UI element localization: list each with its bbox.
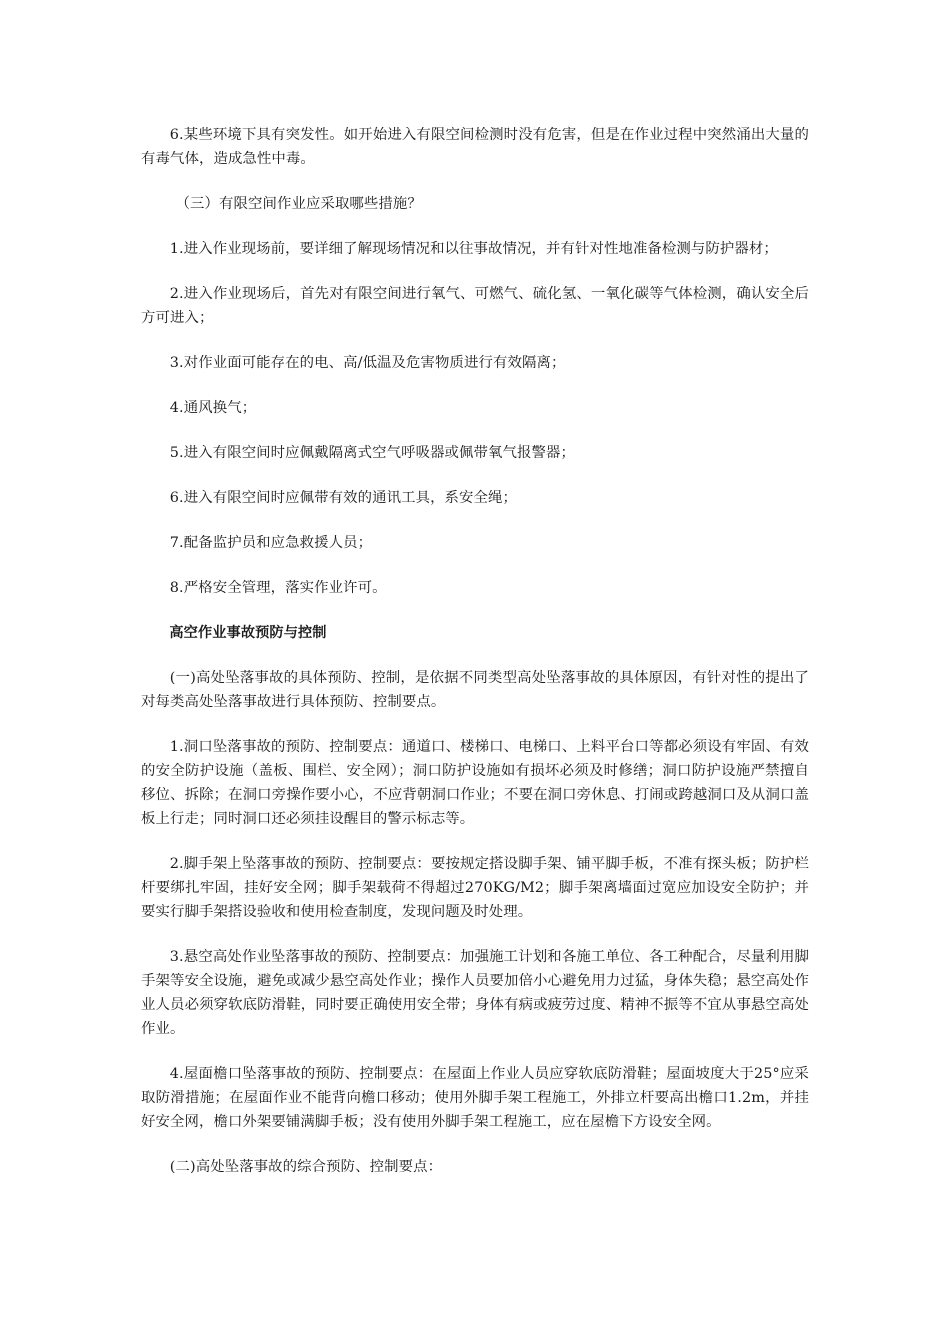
paragraph-measure-6: 6.进入有限空间时应佩带有效的通讯工具，系安全绳；	[169, 490, 518, 506]
section-heading-measures: （三）有限空间作业应采取哪些措施？	[175, 196, 422, 212]
paragraph-specific-prevention: (一)高处坠落事故的具体预防、控制，是依据不同类型高处坠落事故的具体原因，有针对性的提出了对每类高处坠落事故进行具体预防、控制要点。	[141, 670, 809, 710]
paragraph-measure-5: 5.进入有限空间时应佩戴隔离式空气呼吸器或佩带氧气报警器；	[169, 445, 575, 461]
paragraph-measure-1: 1.进入作业现场前，要详细了解现场情况和以往事故情况，并有针对性地准备检测与防护器材；	[169, 241, 778, 257]
paragraph-scaffold-fall: 2.脚手架上坠落事故的预防、控制要点：要按规定搭设脚手架、铺平脚手板，不准有探头板；防护栏杆要绑扎牢固，挂好安全网；脚手架载荷不得超过270KG/M2；脚手架离墙面过宽应加设安全防护；并要实行脚手架搭设验收和使用检查制度，发现问题及时处理。	[141, 856, 809, 920]
paragraph-opening-fall: 1.洞口坠落事故的预防、控制要点：通道口、楼梯口、电梯口、上料平台口等都必须设有牢固、有效的安全防护设施（盖板、围栏、安全网）；洞口防护设施如有损坏必须及时修缮；洞口防护设施严禁擅自移位、拆除；在洞口旁操作要小心，不应背朝洞口作业；不要在洞口旁休息、打闹或跨越洞口及从洞口盖板上行走；同时洞口还必须挂设醒目的警示标志等。	[141, 739, 809, 827]
paragraph-suspended-work-fall: 3.悬空高处作业坠落事故的预防、控制要点：加强施工计划和各施工单位、各工种配合，尽量利用脚手架等安全设施，避免或减少悬空高处作业；操作人员要加倍小心避免用力过猛，身体失稳；悬空高处作业人员必须穿软底防滑鞋，同时要正确使用安全带；身体有病或疲劳过度、精神不振等不宜从事悬空高处作业。	[141, 949, 809, 1037]
section-title-high-altitude: 高空作业事故预防与控制	[169, 625, 327, 641]
paragraph-measure-3: 3.对作业面可能存在的电、高/低温及危害物质进行有效隔离；	[169, 355, 566, 371]
paragraph-comprehensive-prevention: (二)高处坠落事故的综合预防、控制要点：	[169, 1159, 443, 1175]
paragraph-hazard-6: 6.某些环境下具有突发性。如开始进入有限空间检测时没有危害，但是在作业过程中突然涌出大量的有毒气体，造成急性中毒。	[141, 127, 809, 167]
paragraph-measure-2: 2.进入作业现场后，首先对有限空间进行氧气、可燃气、硫化氢、一氧化碳等气体检测，确认安全后方可进入；	[141, 286, 809, 326]
paragraph-roof-eave-fall: 4.屋面檐口坠落事故的预防、控制要点：在屋面上作业人员应穿软底防滑鞋；屋面坡度大于25°应采取防滑措施；在屋面作业不能背向檐口移动；使用外脚手架工程施工，外排立杆要高出檐口1.2m，并挂好安全网，檐口外架要铺满脚手板；没有使用外脚手架工程施工，应在屋檐下方设安全网。	[141, 1066, 809, 1130]
paragraph-measure-7: 7.配备监护员和应急救援人员；	[169, 535, 373, 551]
paragraph-measure-4: 4.通风换气；	[169, 400, 257, 416]
paragraph-measure-8: 8.严格安全管理，落实作业许可。	[169, 580, 387, 596]
